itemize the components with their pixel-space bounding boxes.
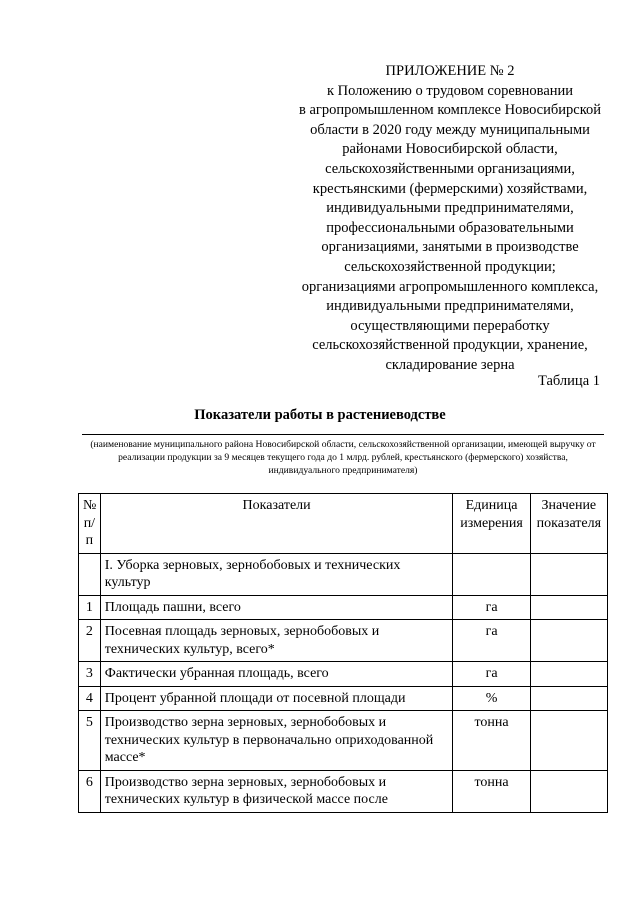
appendix-line: области в 2020 году между муниципальными xyxy=(310,121,590,138)
row-value[interactable] xyxy=(530,662,607,687)
row-value[interactable] xyxy=(530,770,607,812)
row-num xyxy=(79,553,101,595)
appendix-line: сельскохозяйственной продукции, хранение, xyxy=(312,337,588,354)
header-value: Значение показателя xyxy=(530,494,607,554)
appendix-line: сельскохозяйственной продукции; xyxy=(344,258,556,275)
row-num: 5 xyxy=(79,711,101,771)
row-num: 2 xyxy=(79,620,101,662)
row-value[interactable] xyxy=(530,711,607,771)
appendix-line: организациями агропромышленного комплекса, xyxy=(301,278,599,295)
row-name: Производство зерна зерновых, зернобобовых и технических культур в первоначально оприходованной массе* xyxy=(100,711,453,771)
row-unit: тонна xyxy=(453,770,530,812)
row-num: 6 xyxy=(79,770,101,812)
table-number: Таблица 1 xyxy=(537,373,600,389)
appendix-line: осуществляющими переработку xyxy=(350,317,550,334)
header-unit: Единица измерения xyxy=(453,494,530,554)
row-unit xyxy=(453,553,530,595)
row-unit: тонна xyxy=(453,711,530,771)
row-num: 4 xyxy=(79,686,101,711)
appendix-line: к Положению о трудовом соревновании xyxy=(326,82,574,99)
row-value[interactable] xyxy=(530,595,607,620)
table-row xyxy=(79,620,608,662)
appendix-line: профессиональными образовательными xyxy=(326,219,574,236)
row-name: Посевная площадь зерновых, зернобобовых и технических культур, всего* xyxy=(100,620,453,662)
fill-in-line xyxy=(82,434,604,435)
document-title: Показатели работы в растениеводстве xyxy=(194,407,446,423)
fill-in-caption: (наименование муниципального района Новосибирской области, сельскохозяйственной организации, имеющей выручку от реализации продукции за 9 месяцев текущего года до 1 млрд. рублей, крестьянского (фермерского) хозяйства, индивидуального предпринимателя) xyxy=(90,439,596,476)
row-unit: га xyxy=(453,662,530,687)
row-value[interactable] xyxy=(530,620,607,662)
row-value[interactable] xyxy=(530,686,607,711)
table-row xyxy=(79,711,608,771)
row-num: 3 xyxy=(79,662,101,687)
appendix-line: складирование зерна xyxy=(385,356,515,373)
row-unit: га xyxy=(453,595,530,620)
header-name: Показатели xyxy=(100,494,453,554)
header-num: № п/п xyxy=(79,494,101,554)
table-row xyxy=(79,686,608,711)
row-num: 1 xyxy=(79,595,101,620)
table-header-row xyxy=(79,494,608,554)
appendix-line: районами Новосибирской области, xyxy=(342,141,558,158)
row-value[interactable] xyxy=(530,553,607,595)
row-name: Производство зерна зерновых, зернобобовых и технических культур в физической массе после xyxy=(100,770,453,812)
appendix-line: крестьянскими (фермерскими) хозяйствами, xyxy=(312,180,588,197)
appendix-line: индивидуальными предпринимателями, xyxy=(326,200,574,217)
appendix-line: в агропромышленном комплексе Новосибирской xyxy=(298,102,602,119)
table-row xyxy=(79,595,608,620)
appendix-line: индивидуальными предпринимателями, xyxy=(326,298,574,315)
table-row xyxy=(79,553,608,595)
row-name: I. Уборка зерновых, зернобобовых и технических культур xyxy=(100,553,453,595)
appendix-heading: ПРИЛОЖЕНИЕ № 2 xyxy=(385,63,515,79)
row-name: Площадь пашни, всего xyxy=(100,595,453,620)
row-unit: га xyxy=(453,620,530,662)
appendix-line: организациями, занятыми в производстве xyxy=(321,239,579,256)
appendix-line: сельскохозяйственными организациями, xyxy=(325,160,575,177)
row-name: Фактически убранная площадь, всего xyxy=(100,662,453,687)
row-unit: % xyxy=(453,686,530,711)
indicators-table xyxy=(78,493,608,813)
appendix-block xyxy=(280,62,620,376)
table-row xyxy=(79,662,608,687)
row-name: Процент убранной площади от посевной площади xyxy=(100,686,453,711)
table-row xyxy=(79,770,608,812)
